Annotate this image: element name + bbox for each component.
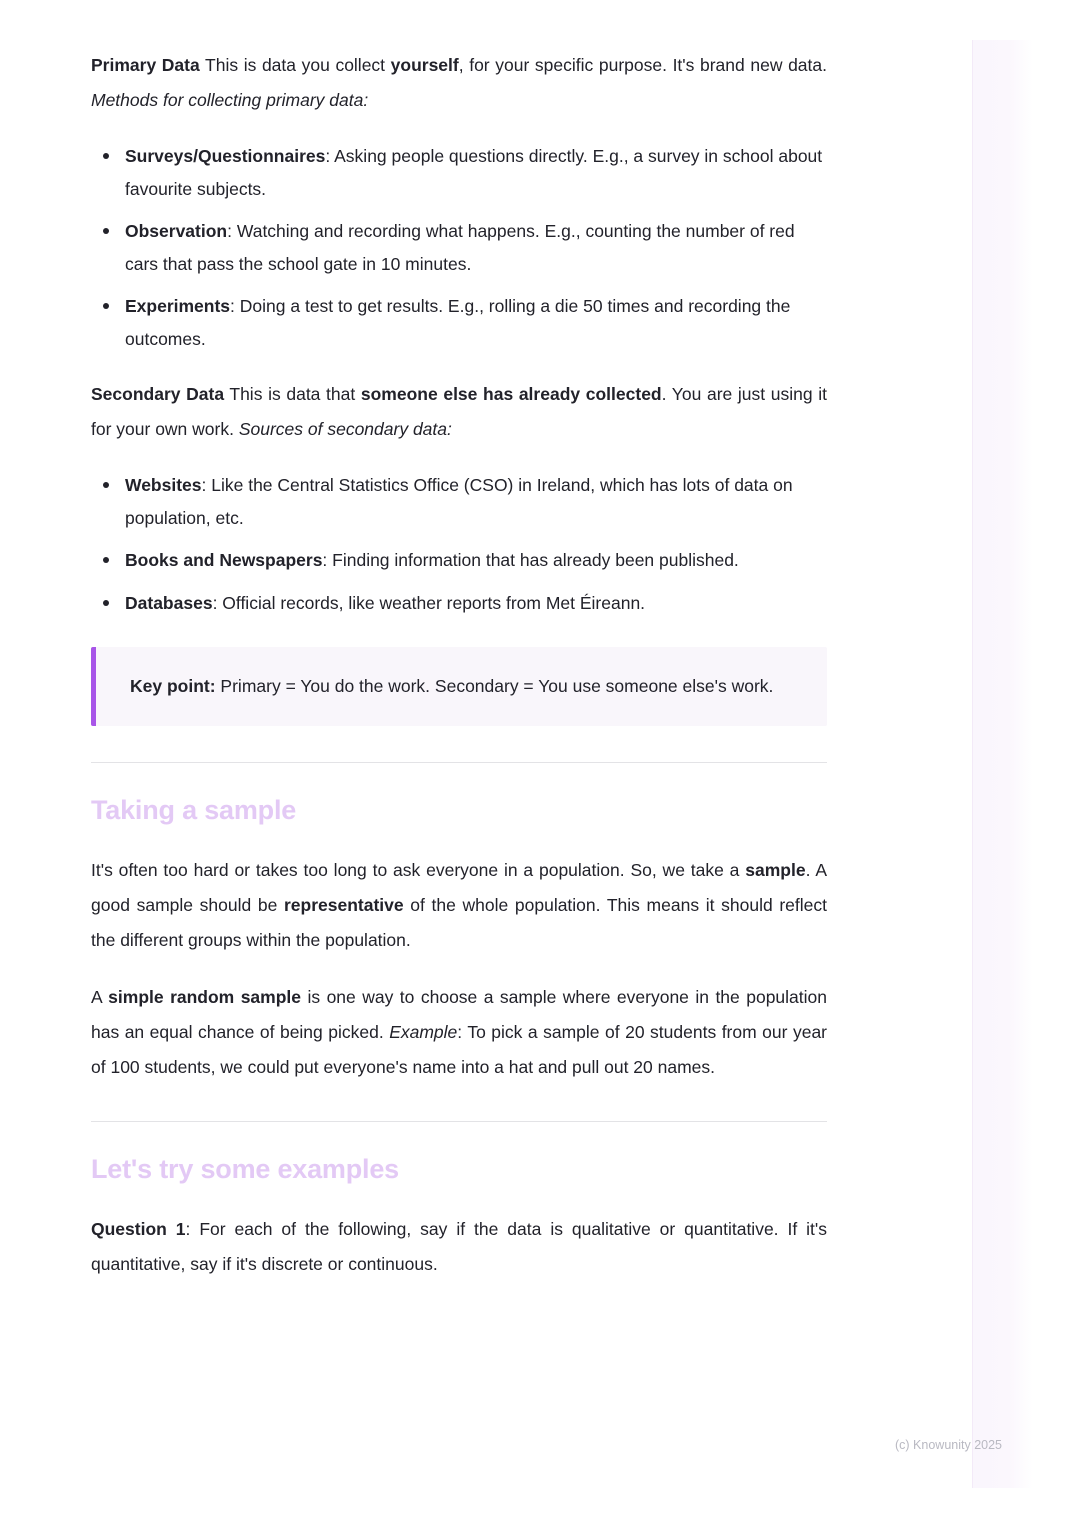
primary-data-paragraph [91,48,827,118]
sampling-p2-a: A [91,987,109,1007]
primary-data-term: Primary Data [91,55,200,75]
sampling-p2-d: Example [389,1022,458,1042]
page-side-band [972,40,1033,1488]
list-item [91,469,827,534]
list-item-term: Observation [125,221,228,241]
secondary-data-bold-1: someone else has already collected [360,384,662,404]
sampling-p1-d: representative [283,895,404,915]
list-item [91,290,827,355]
sampling-p2-b: simple random sample [108,987,302,1007]
section-divider [91,1121,827,1122]
list-item-term: Experiments [125,296,231,316]
key-point-text [130,669,799,704]
primary-data-text-2: , for your specific purpose. It's brand new data. [458,55,827,75]
list-item [91,587,827,620]
section-heading-sampling: Taking a sample [91,795,297,825]
sampling-p1-b: sample [745,860,806,880]
list-item-text: : Doing a test to get results. E.g., rolling a die 50 times and recording the outcomes. [125,296,791,349]
sampling-p1-e: of the whole population. This means it should reflect the different groups within the population. [91,895,828,950]
list-item-text: : Official records, like weather reports from Met Éireann. [212,592,646,613]
secondary-data-text-1: This is data that [224,384,361,404]
list-item-term: Databases [125,592,213,613]
secondary-data-bullet-list [91,469,827,619]
bullet-dot-icon [103,153,109,159]
secondary-data-italic-1: Sources of secondary data: [238,419,452,439]
list-item-term: Surveys/Questionnaires [125,146,326,166]
question-1-paragraph [91,1212,827,1282]
secondary-data-paragraph [91,377,827,447]
list-item [91,544,827,577]
list-item-text: : Asking people questions directly. E.g., a survey in school about favourite subjects. [125,146,823,199]
document-content [91,48,827,1282]
section-divider [91,762,827,763]
primary-data-text-1: This is data you collect [199,55,391,75]
key-point-body: Primary = You do the work. Secondary = You use someone else's work. [215,676,774,696]
bullet-dot-icon [103,482,109,488]
list-item-text: : Finding information that has already been published. [322,550,739,570]
list-item-text: : Like the Central Statistics Office (CSO) in Ireland, which has lots of data on population, etc. [125,475,793,528]
secondary-data-text-2: . You are just using it for your own work. [91,384,827,439]
primary-data-bold-1: yourself [390,55,459,75]
bullet-dot-icon [103,557,109,563]
sampling-p2-c: is one way to choose a sample where everyone in the population has an equal chance of being picked. [91,987,827,1042]
copyright-footer: (c) Knowunity 2025 [895,1438,1003,1452]
primary-data-bullet-list [91,140,827,355]
sampling-p2-e: : To pick a sample of 20 students from our year of 100 students, we could put everyone's name into a hat and pull out 20 names. [91,1022,828,1077]
primary-data-italic-1: Methods for collecting primary data: [91,90,369,110]
bullet-dot-icon [103,228,109,234]
section-heading-examples: Let's try some examples [91,1154,399,1184]
list-item [91,215,827,280]
question-1-label: Question 1 [91,1219,186,1239]
key-point-label: Key point: [130,676,216,696]
question-1-text: : For each of the following, say if the data is qualitative or quantitative. If it's quantitative, say if it's discrete or continuous. [91,1219,827,1274]
list-item-text: : Watching and recording what happens. E.g., counting the number of red cars that pass the school gate in 10 minutes. [125,221,795,274]
bullet-dot-icon [103,600,109,606]
bullet-dot-icon [103,303,109,309]
secondary-data-term: Secondary Data [91,384,225,404]
list-item-term: Websites [125,475,202,495]
key-point-callout [91,647,827,726]
sampling-paragraph-2 [91,980,827,1085]
sampling-p1-a: It's often too hard or takes too long to ask everyone in a population. So, we take a [91,860,746,880]
sampling-paragraph-1 [91,853,827,958]
list-item-term: Books and Newspapers [125,550,323,570]
sampling-p1-c: . A good sample should be [91,860,827,915]
list-item [91,140,827,205]
